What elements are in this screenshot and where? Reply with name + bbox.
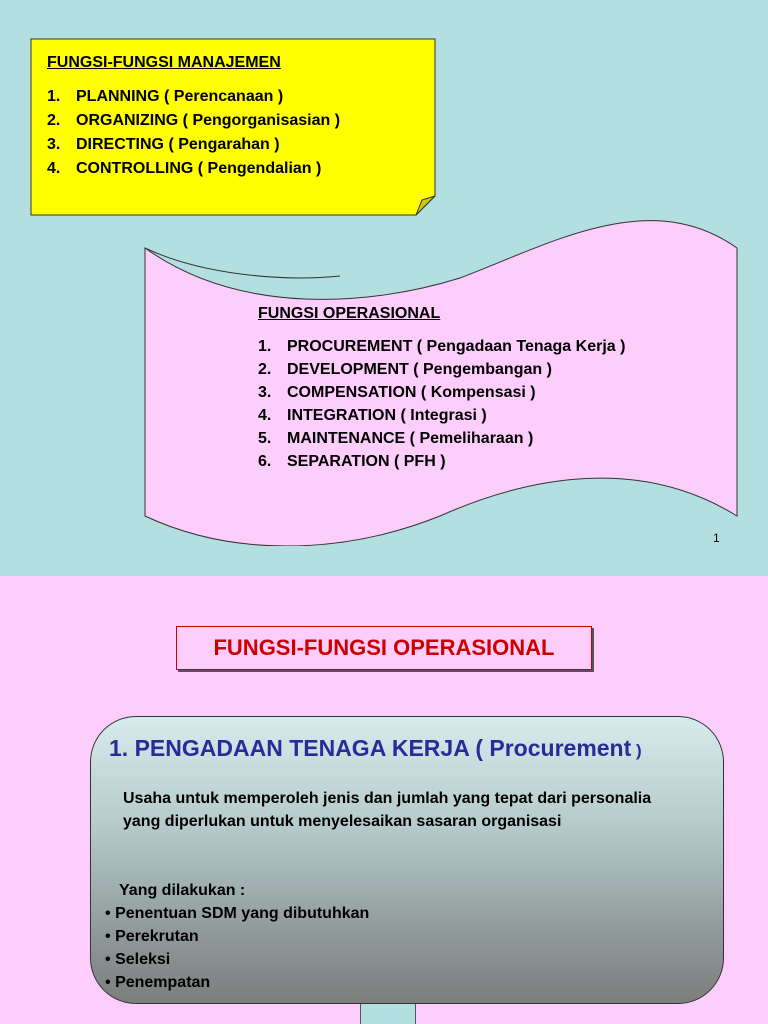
list-item: 3. DIRECTING ( Pengarahan ) [47, 136, 280, 153]
list-item: • Penempatan [105, 974, 211, 991]
operational-scroll [140, 216, 740, 546]
page-number: 1 [713, 531, 720, 545]
procurement-heading: 1. PENGADAAN TENAGA KERJA ( Procurement ) [109, 735, 642, 761]
list-item: 3. COMPENSATION ( Kompensasi ) [258, 384, 536, 401]
list-item: 5. MAINTENANCE ( Pemeliharaan ) [258, 430, 534, 447]
list-item: • Perekrutan [105, 928, 199, 945]
procurement-description: Usaha untuk memperoleh jenis dan jumlah yang tepat dari personalia yang diperlukan untuk menyelesaikan sasaran organisasi [123, 790, 652, 830]
panel-stem [360, 1004, 416, 1024]
list-item: • Penentuan SDM yang dibutuhkan [105, 905, 370, 922]
list-item: 1. PROCUREMENT ( Pengadaan Tenaga Kerja ) [258, 338, 626, 355]
list-item: • Seleksi [105, 951, 171, 968]
list-item: 4. CONTROLLING ( Pengendalian ) [47, 160, 322, 177]
management-title: FUNGSI-FUNGSI MANAJEMEN [47, 54, 281, 71]
list-item: 1. PLANNING ( Perencanaan ) [47, 88, 284, 105]
operational-content [258, 302, 625, 473]
procurement-panel [90, 716, 724, 1004]
bullet: • [105, 928, 111, 945]
actions-block [105, 879, 369, 994]
management-note [30, 38, 436, 216]
bullet: • [105, 905, 111, 922]
management-content [47, 51, 340, 181]
operational-title: FUNGSI OPERASIONAL [258, 305, 441, 322]
actions-title: Yang dilakukan : [119, 882, 246, 899]
list-item: 4. INTEGRATION ( Integrasi ) [258, 407, 487, 424]
list-item: 2. DEVELOPMENT ( Pengembangan ) [258, 361, 552, 378]
operational-list [258, 335, 625, 473]
slide-2-title-box [176, 626, 592, 670]
slide-2-title: FUNGSI-FUNGSI OPERASIONAL [213, 635, 555, 660]
management-list [47, 85, 340, 181]
bullet: • [105, 951, 111, 968]
list-item: 6. SEPARATION ( PFH ) [258, 453, 446, 470]
bullet: • [105, 974, 111, 991]
list-item: 2. ORGANIZING ( Pengorganisasian ) [47, 112, 341, 129]
